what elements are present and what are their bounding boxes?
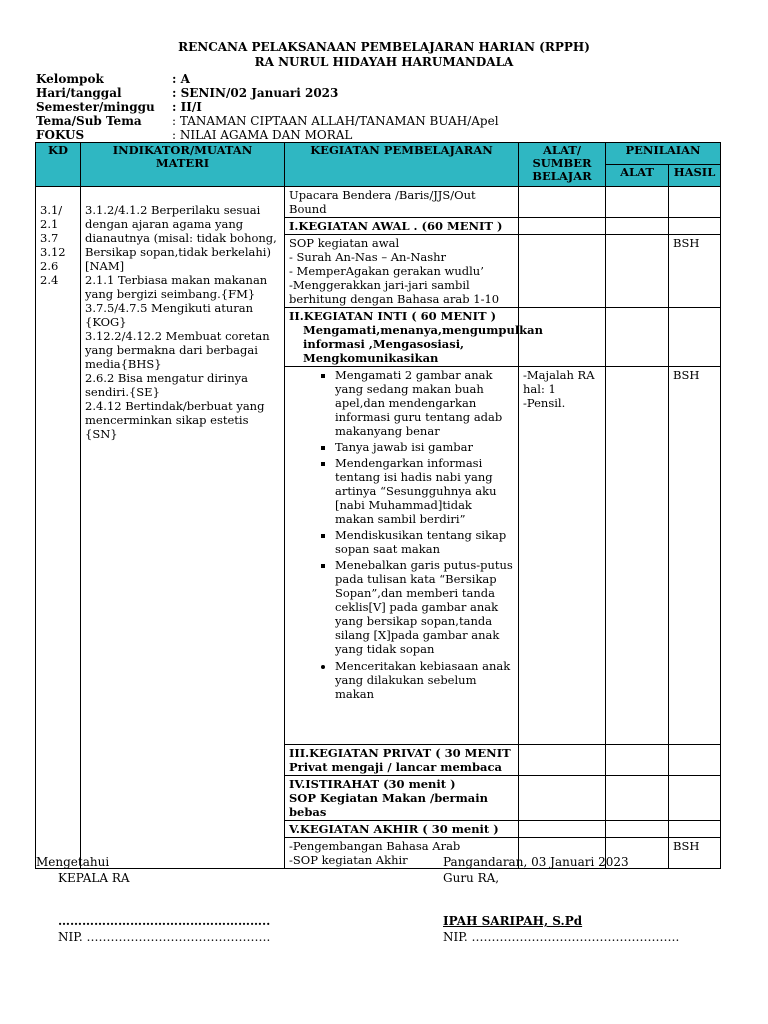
indikator-item: 2.6.2 Bisa mengatur dirinya sendiri.{SE} bbox=[85, 371, 248, 400]
meta-kelompok: Kelompok : A bbox=[36, 72, 190, 86]
rpph-table bbox=[35, 142, 721, 869]
kd-item: 2.1 bbox=[40, 217, 59, 232]
kegiatan-akhir-items: -Pengembangan Bahasa Arab -SOP kegiatan Akhir bbox=[285, 838, 519, 869]
indikator-cell bbox=[81, 187, 285, 869]
footer-place-date: Pangandaran, 03 Januari 2023 bbox=[443, 855, 629, 869]
kegiatan-awal-title: I.KEGIATAN AWAL . (60 MENIT ) bbox=[285, 218, 519, 235]
meta-tema: Tema/Sub Tema : TANAMAN CIPTAAN ALLAH/TANAMAN BUAH/Apel bbox=[36, 114, 499, 128]
footer-right-nip: NIP. ……………………………………………. bbox=[443, 930, 680, 944]
indikator-item: 3.12.2/4.12.2 Membuat coretan yang bermakna dari berbagai media{BHS} bbox=[85, 329, 270, 372]
kd-item: 3.12 bbox=[40, 245, 66, 260]
header-alat: ALAT bbox=[606, 165, 669, 187]
indikator-item: 2.4.12 Bertindak/berbuat yang mencerminkan sikap estetis {SN} bbox=[85, 399, 265, 442]
list-item: ▪ Mendiskusikan tentang sikap sopan saat makan bbox=[335, 528, 514, 556]
kegiatan-privat: III.KEGIATAN PRIVAT ( 30 MENIT Privat mengaji / lancar membaca bbox=[285, 745, 519, 776]
meta-fokus: FOKUS : NILAI AGAMA DAN MORAL bbox=[36, 128, 353, 142]
indikator-item: 2.1.1 Terbiasa makan makanan yang bergizi seimbang.{FM} bbox=[85, 273, 268, 302]
header-kd: KD bbox=[36, 143, 81, 187]
kegiatan-awal-items: SOP kegiatan awal - Surah An-Nas – An-Nashr - MemperAgakan gerakan wudlu’ -Menggerakkan jari-jari sambil berhitung dengan Bahasa arab 1-10 bbox=[285, 235, 519, 308]
school-name: RA NURUL HIDAYAH HARUMANDALA bbox=[254, 55, 514, 69]
kd-item: 3.7 bbox=[40, 231, 59, 246]
meta-semester: Semester/minggu : II/I bbox=[36, 100, 202, 114]
kegiatan-inti-title: II.KEGIATAN INTI ( 60 MENIT ) bbox=[289, 309, 497, 324]
header-hasil: HASIL bbox=[669, 165, 721, 187]
kegiatan-inti-sub: Mengamati,menanya,mengumpulkan informasi ,Mengasosiasi, Mengkomunikasikan bbox=[303, 323, 543, 366]
footer-guru-ra: Guru RA, bbox=[443, 871, 500, 885]
kd-item: 2.6 bbox=[40, 259, 59, 274]
list-item: ▪ Menebalkan garis putus-putus pada tulisan kata “Bersikap Sopan”,dan memberi tanda ceklis[V] pada gambar anak yang bersikap sopan,tanda silang [X]pada gambar anak yang tidak sopan bbox=[335, 558, 514, 656]
inti-hasil: BSH bbox=[669, 367, 721, 745]
header-kegiatan: KEGIATAN PEMBELAJARAN bbox=[285, 143, 519, 187]
kd-cell bbox=[36, 187, 81, 869]
footer-mengetahui: Mengetahui bbox=[36, 855, 110, 869]
footer-teacher-name: IPAH SARIPAH, S.Pd bbox=[443, 914, 583, 928]
document-title: RENCANA PELAKSANAAN PEMBELAJARAN HARIAN (RPPH) bbox=[178, 40, 590, 54]
list-item: ▪ Tanya jawab isi gambar bbox=[335, 440, 514, 454]
header-penilaian: PENILAIAN bbox=[606, 143, 721, 165]
indikator-item: 3.7.5/4.7.5 Mengikuti aturan {KOG} bbox=[85, 301, 254, 330]
awal-hasil: BSH bbox=[669, 235, 721, 308]
kegiatan-inti-header bbox=[285, 308, 543, 367]
istirahat: IV.ISTIRAHAT (30 menit ) SOP Kegiatan Makan /bermain bebas bbox=[285, 776, 519, 821]
list-item: ▪ Mengamati 2 gambar anak yang sedang makan buah apel,dan mendengarkan informasi guru tentang adab makanyang benar bbox=[335, 368, 514, 438]
list-item: ▪ Mendengarkan informasi tentang isi hadis nabi yang artinya “Sesungguhnya aku [nabi Muhammad]tidak makan sambil berdiri” bbox=[335, 456, 514, 526]
footer-left-nip: NIP. ………………………………………. bbox=[58, 930, 271, 944]
kegiatan-akhir-title: V.KEGIATAN AKHIR ( 30 menit ) bbox=[285, 821, 519, 838]
list-item: • Menceritakan kebiasaan anak yang dilakukan sebelum makan bbox=[335, 659, 514, 701]
footer-kepala-ra: KEPALA RA bbox=[58, 871, 130, 885]
kd-item: 2.4 bbox=[40, 273, 59, 288]
kd-item: 3.1/ bbox=[40, 203, 63, 217]
indikator-item: 3.1.2/4.1.2 Berperilaku sesuai dengan ajaran agama yang dianautnya (misal: tidak bohong, Bersikap sopan,tidak berkelahi)[NAM] bbox=[85, 203, 277, 274]
meta-hari-tanggal: Hari/tanggal : SENIN/02 Januari 2023 bbox=[36, 86, 339, 100]
kegiatan-inti-items bbox=[285, 367, 519, 745]
inti-alat-sumber: -Majalah RA hal: 1 -Pensil. bbox=[519, 367, 606, 745]
upacara-cell: Upacara Bendera /Baris/JJS/Out Bound bbox=[285, 187, 519, 218]
meta-block bbox=[36, 72, 499, 142]
header-indikator: INDIKATOR/MUATAN MATERI bbox=[81, 143, 285, 187]
header-alat-sumber: ALAT/ SUMBER BELAJAR bbox=[519, 143, 606, 187]
akhir-hasil: BSH bbox=[669, 838, 721, 869]
footer-left-signature-line: …………………………………………….. bbox=[58, 914, 271, 928]
